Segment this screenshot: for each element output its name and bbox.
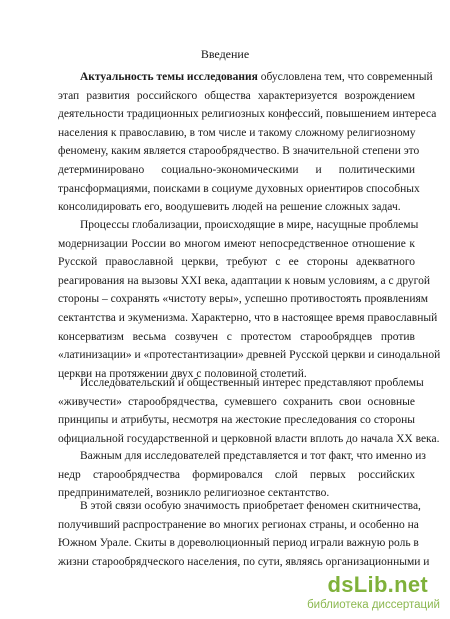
text-line <box>58 309 438 328</box>
line-text: реагирования на вызовы XXI века, адаптации к новым условиям, а с другой <box>58 274 431 287</box>
line-text: стороны – сохранять «чистоту веры», успешно противостоять проявлениям <box>58 293 429 306</box>
line-text: консолидировать его, воодушевить людей на решение сложных задач. <box>58 201 401 214</box>
line-text: сектантства и экуменизма. Характерно, что в настоящее время православный <box>58 311 438 324</box>
paragraph <box>58 447 426 503</box>
line-text: «латинизации» и «протестантизации» древней Русской церкви и синодальной <box>58 349 441 362</box>
text-line <box>58 216 419 235</box>
paragraph <box>58 374 440 448</box>
text-line <box>58 516 419 535</box>
line-text: церкви на протяжении двух с половиной столетий. <box>58 367 307 380</box>
line-text: получивший распространение во многих регионах страны, и особенно на <box>58 518 419 531</box>
text-line <box>58 430 440 449</box>
bold-phrase: Актуальность темы исследования <box>80 71 258 83</box>
text-line <box>58 374 424 393</box>
watermark-logo: dsLib.net <box>327 572 428 597</box>
line-text: жизни старообрядческого населения, по сути, являясь организационными и <box>58 555 430 568</box>
text-line <box>58 328 415 347</box>
line-text: принципы и атрибуты, несмотря на жестокие преследования со стороны <box>58 414 415 427</box>
text-line <box>58 553 430 572</box>
text-line <box>58 346 441 365</box>
text-line <box>58 290 429 309</box>
line-text: этап развития российского общества характеризуется возрождением <box>58 89 415 102</box>
line-text: предпринимателей, возникло религиозное сектантство. <box>58 487 330 500</box>
line-text: детерминировано социально-экономическими и политическими <box>58 163 415 176</box>
text-line <box>58 253 415 272</box>
text-line <box>58 393 415 412</box>
paragraph <box>58 497 430 571</box>
text-line <box>58 87 415 106</box>
line-text: Важным для исследователей представляется и тот факт, что именно из <box>80 450 426 462</box>
text-line <box>58 272 431 291</box>
line-text: Русской православной церкви, требуют с ее стороны адекватного <box>58 256 415 269</box>
text-line <box>58 447 426 466</box>
text-line <box>58 180 420 199</box>
line-text: «живучести» старообрядчества, сумевшего сохранить свои основные <box>58 395 415 408</box>
line-text: Процессы глобализации, происходящие в мире, насущные проблемы <box>80 219 419 231</box>
watermark <box>294 571 444 615</box>
line-text: модернизации России во многом имеют непосредственное отношение к <box>58 237 415 250</box>
text-line <box>58 466 415 485</box>
line-text: обусловлена тем, что современный <box>257 71 433 83</box>
line-text: Исследовательский и общественный интерес представляют проблемы <box>80 377 424 389</box>
text-line <box>58 105 437 124</box>
line-text: официальной государственной и церковной власти вплоть до начала XX века. <box>58 432 440 445</box>
text-line <box>58 411 415 430</box>
page-title: Введение <box>200 47 250 61</box>
line-text: трансформациями, поисками в социуме духовных ориентиров способных <box>58 182 420 195</box>
line-text: деятельности традиционных религиозных конфессий, повышением интереса <box>58 108 437 121</box>
paragraph <box>58 68 437 217</box>
text-line <box>58 161 415 180</box>
text-line <box>58 497 421 516</box>
text-line <box>58 142 420 161</box>
line-text: недр старообрядчества формировался слой первых российских <box>58 468 415 481</box>
text-line <box>58 198 415 217</box>
text-line <box>58 68 433 87</box>
line-text: В этой связи особую значимость приобретает феномен скитничества, <box>80 500 421 512</box>
watermark-subtitle: библиотека диссертаций <box>307 599 440 611</box>
line-text: феномену, каким является старообрядчество. В значительной степени это <box>58 145 420 158</box>
line-text: консерватизм весьма созвучен с протестом старообрядцев против <box>58 330 415 343</box>
text-line <box>58 534 419 553</box>
text-line <box>58 235 415 254</box>
line-text: Южном Урале. Скиты в дореволюционный период играли важную роль в <box>58 537 419 550</box>
text-line <box>58 124 415 143</box>
line-text: населения к православию, в том числе и такому сложному религиозному <box>58 126 416 139</box>
